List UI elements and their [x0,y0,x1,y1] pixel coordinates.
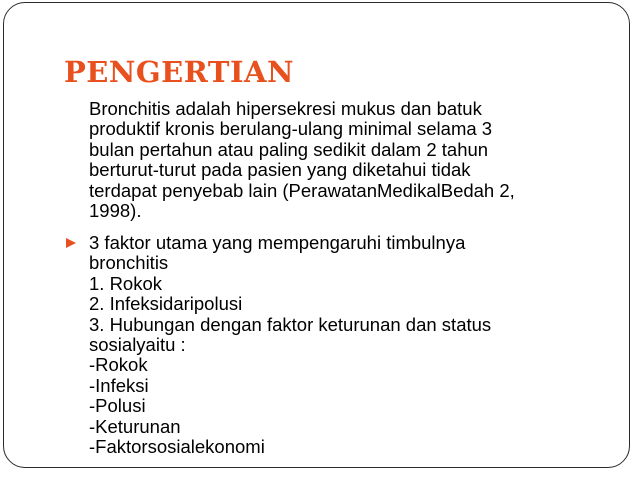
text-line: bulan pertahun atau paling sedikit dalam 2 tahun [89,138,489,160]
list-item: 3. Hubungan dengan faktor keturunan dan status [89,313,492,335]
list-item: 2. Infeksidaripolusi [89,293,243,315]
list-heading-line: bronchitis [89,252,169,274]
list-item: -Keturunan [89,415,181,437]
text-line: Bronchitis adalah hipersekresi mukus dan batuk [89,98,482,119]
list-item: -Faktorsosialekonomi [89,436,265,458]
list-item: sosialyaitu : [89,334,186,356]
text-line: produktif kronis berulang-ulang minimal selama 3 [89,118,493,140]
text-line: berturut-turut pada pasien yang diketahui tidak [89,159,471,181]
list-item: -Polusi [89,395,146,417]
list-item: -Infeksi [89,374,149,396]
factors-list [89,233,609,457]
definition-paragraph [89,99,609,221]
text-line: 1998). [89,200,142,222]
list-heading-line: 3 faktor utama yang mempengaruhi timbulnya [89,232,466,253]
text-line: terdapat penyebab lain (PerawatanMedikalBedah 2, [89,179,515,201]
list-item: 1. Rokok [89,272,163,294]
list-item: -Rokok [89,354,148,376]
slide-title: PENGERTIAN [64,55,295,89]
bullet-icon [66,238,76,248]
